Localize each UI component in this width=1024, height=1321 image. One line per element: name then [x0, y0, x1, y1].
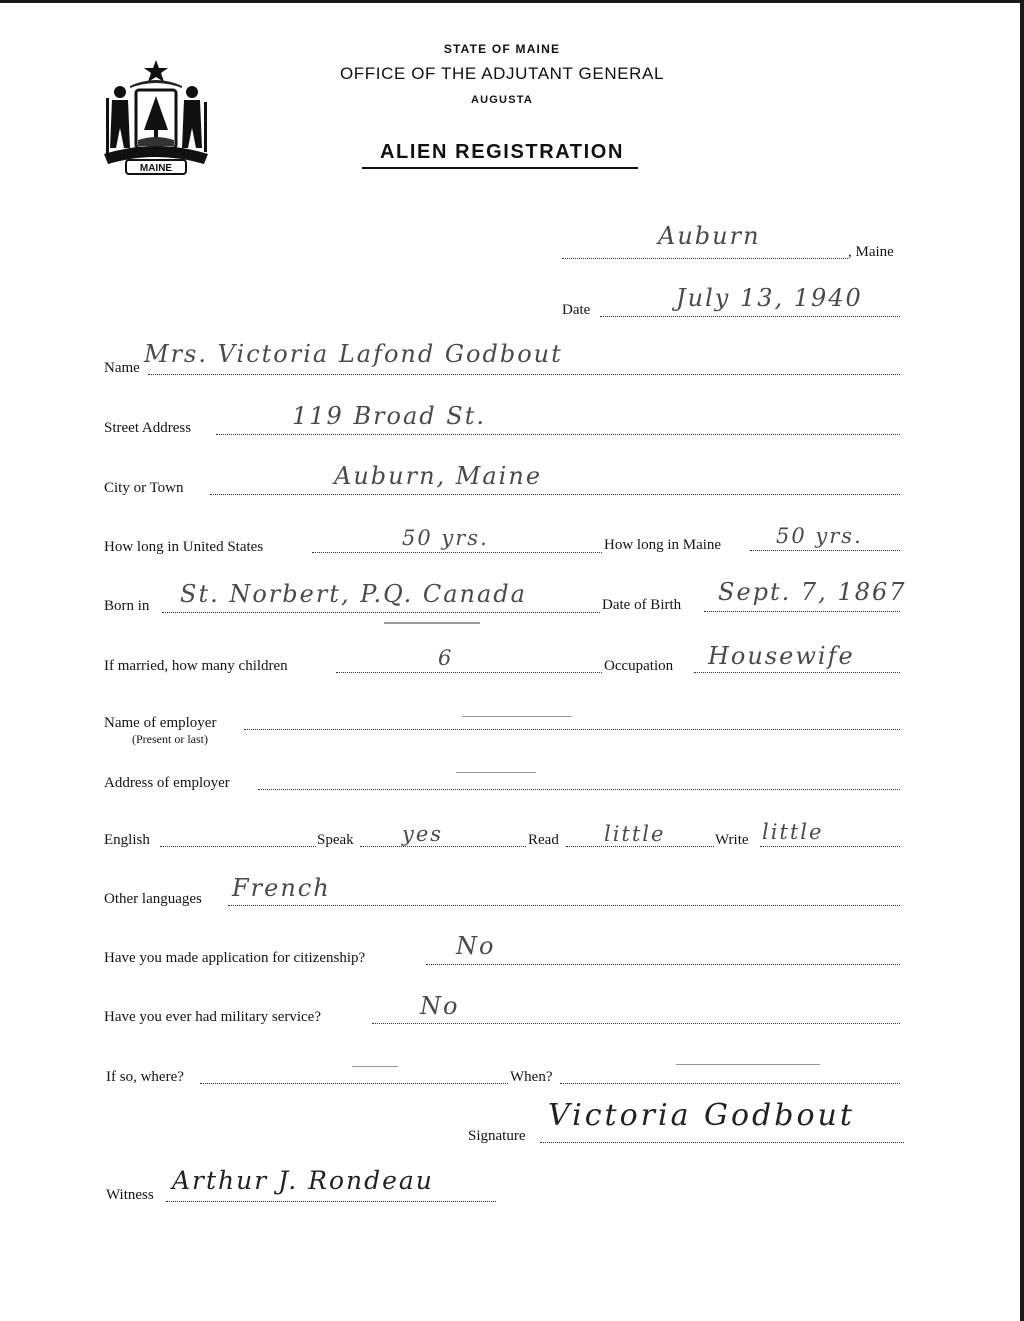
date-line [600, 316, 900, 317]
employer-label: Name of employer [104, 715, 217, 731]
citizenship-line [426, 964, 900, 965]
town-entry: Auburn [658, 222, 761, 250]
employer-address-line [258, 789, 900, 790]
when-dash [676, 1064, 820, 1065]
citizenship-entry: No [456, 932, 496, 960]
english-line [160, 846, 316, 847]
military-entry: No [420, 992, 460, 1020]
where-line [200, 1083, 508, 1084]
military-line [372, 1023, 900, 1024]
other-languages-line [228, 905, 900, 906]
other-languages-label: Other languages [104, 891, 202, 907]
signature-entry: Victoria Godbout [548, 1098, 855, 1133]
speak-line [360, 846, 526, 847]
date-entry: July 13, 1940 [676, 284, 863, 312]
children-line [336, 672, 602, 673]
write-entry: little [762, 820, 824, 844]
dob-line [704, 611, 900, 612]
born-entry: St. Norbert, P.Q. Canada [180, 580, 527, 608]
name-entry: Mrs. Victoria Lafond Godbout [144, 340, 563, 368]
name-line [148, 374, 900, 375]
occupation-line [694, 672, 900, 673]
employer-address-label: Address of employer [104, 775, 230, 791]
town-line [562, 258, 848, 259]
street-entry: 119 Broad St. [292, 402, 487, 430]
when-label: When? [510, 1069, 553, 1085]
born-underline [384, 622, 480, 624]
state-heading: STATE OF MAINE [443, 42, 561, 56]
name-label: Name [104, 360, 140, 376]
street-line [216, 434, 900, 435]
where-label: If so, where? [106, 1069, 184, 1085]
when-line [560, 1083, 900, 1084]
scan-top-edge [0, 0, 1024, 3]
city-heading: AUGUSTA [471, 94, 533, 106]
witness-line [166, 1201, 496, 1202]
title-underline [362, 167, 638, 169]
where-dash [352, 1066, 398, 1067]
years-us-line [312, 552, 602, 553]
signature-line [540, 1142, 904, 1143]
born-label: Born in [104, 598, 150, 614]
dob-entry: Sept. 7, 1867 [718, 578, 907, 606]
english-label: English [104, 832, 150, 848]
speak-label: Speak [317, 832, 354, 848]
employer-dash [462, 716, 572, 717]
write-line [760, 846, 900, 847]
years-us-label: How long in United States [104, 539, 264, 555]
employer-address-dash [456, 772, 536, 773]
military-label: Have you ever had military service? [104, 1009, 321, 1025]
citizenship-label: Have you made application for citizenship? [104, 950, 366, 966]
witness-entry: Arthur J. Rondeau [172, 1166, 434, 1195]
city-line [210, 494, 900, 495]
years-us-entry: 50 yrs. [402, 526, 489, 550]
read-label: Read [528, 832, 559, 848]
read-line [566, 846, 714, 847]
children-entry: 6 [438, 646, 454, 670]
speak-entry: yes [402, 822, 444, 846]
witness-label: Witness [106, 1187, 154, 1203]
write-label: Write [715, 832, 749, 848]
years-maine-line [750, 550, 900, 551]
city-entry: Auburn, Maine [334, 462, 543, 490]
dob-label: Date of Birth [602, 597, 682, 613]
scan-right-edge [1020, 0, 1024, 1321]
employer-line [244, 729, 900, 730]
signature-label: Signature [468, 1128, 526, 1144]
years-maine-label: How long in Maine [604, 537, 722, 553]
date-label: Date [562, 302, 591, 318]
other-languages-entry: French [232, 874, 331, 902]
employer-sublabel: (Present or last) [132, 732, 208, 746]
children-label: If married, how many children [104, 658, 288, 674]
occupation-label: Occupation [604, 658, 674, 674]
seal-text: MAINE [139, 163, 173, 174]
occupation-entry: Housewife [708, 642, 855, 670]
maine-suffix: , Maine [848, 244, 894, 260]
city-label: City or Town [104, 480, 184, 496]
office-heading: OFFICE OF THE ADJUTANT GENERAL [339, 64, 665, 83]
born-line [162, 612, 600, 613]
read-entry: little [604, 822, 666, 846]
form-title: ALIEN REGISTRATION [380, 141, 624, 163]
street-label: Street Address [104, 420, 192, 436]
years-maine-entry: 50 yrs. [776, 524, 863, 548]
